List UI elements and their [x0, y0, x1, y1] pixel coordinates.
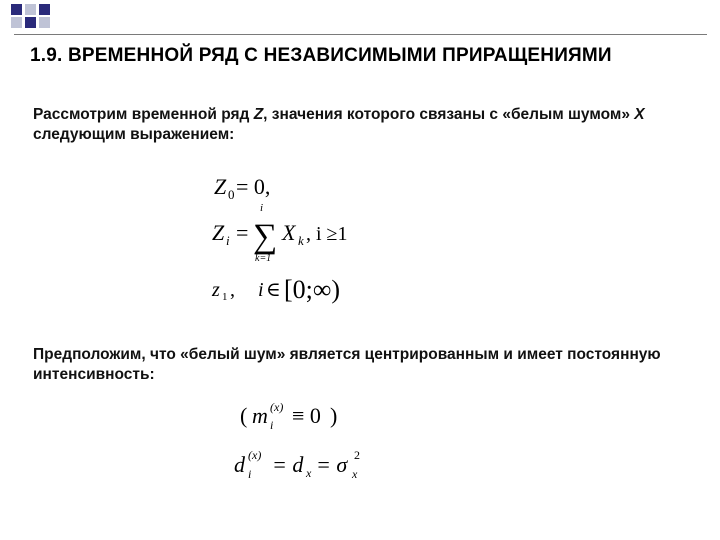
intro-text-1: Рассмотрим временной ряд [33, 106, 254, 123]
square-dark [25, 17, 36, 28]
mean-identity: ≡ 0 [292, 403, 321, 428]
intro-text-2: , значения которого связаны с «белым шумом» [263, 106, 635, 123]
sum-upper-limit: i [260, 202, 264, 214]
sigma-symbol: ∑ [253, 218, 278, 255]
sum-lower-limit: k=1 [255, 253, 272, 264]
assumption-paragraph: Предположим, что «белый шум» является центрированным и имеет постоянную интенсивность: [33, 346, 661, 383]
mean-superscript: (x) [270, 400, 284, 414]
mean-subscript: i [270, 418, 274, 432]
var-superscript: (x) [248, 448, 262, 462]
formula-variance [234, 448, 360, 481]
var-eq-sigma: = σ [316, 452, 348, 477]
zi-symbol: Z [212, 220, 225, 245]
i-variable: i [258, 279, 264, 301]
zi-condition: , i ≥1 [306, 223, 348, 245]
var-x: X [634, 106, 645, 123]
xk-subscript: k [298, 233, 304, 248]
z1-symbol: z [212, 279, 220, 301]
mean-m: m [252, 403, 268, 428]
mean-open-paren: ( [240, 403, 248, 428]
var-d: d [234, 452, 245, 477]
square-dark [11, 4, 22, 15]
sigma-subscript: x [352, 467, 358, 481]
var-dx-subscript: x [306, 466, 312, 480]
zi-subscript: i [226, 233, 230, 248]
intro-paragraph [33, 105, 683, 145]
title-rule [14, 34, 707, 35]
z1-subscript: 1 [222, 291, 228, 303]
formula-mean [240, 400, 337, 432]
interval: [0;∞) [284, 275, 341, 304]
z0-subscript: 0 [228, 187, 235, 202]
square-light [39, 17, 50, 28]
formula-domain [211, 275, 340, 304]
z0-symbol: Z [214, 174, 227, 199]
square-light [25, 4, 36, 15]
formula-block-whitenoise [230, 395, 390, 490]
zi-equals: = [236, 220, 249, 245]
slide-title: 1.9. ВРЕМЕННОЙ РЯД С НЕЗАВИСИМЫМИ ПРИРАЩЕНИЯМИ [30, 45, 612, 66]
mean-close-paren: ) [330, 403, 338, 428]
intro-text-3: следующим выражением: [33, 126, 235, 143]
var-eq-dx: = d [272, 452, 304, 477]
element-of: ∈ [266, 279, 281, 301]
var-z: Z [253, 106, 264, 123]
z1-comma: , [230, 279, 235, 301]
formula-z0 [214, 174, 270, 202]
square-light [11, 17, 22, 28]
z0-value: = 0, [236, 174, 271, 199]
square-dark [39, 4, 50, 15]
sigma-superscript: 2 [354, 448, 360, 462]
var-subscript: i [248, 467, 252, 481]
formula-zi-sum [212, 202, 348, 264]
xk-symbol: X [282, 220, 296, 245]
formula-block-definition [200, 168, 400, 308]
